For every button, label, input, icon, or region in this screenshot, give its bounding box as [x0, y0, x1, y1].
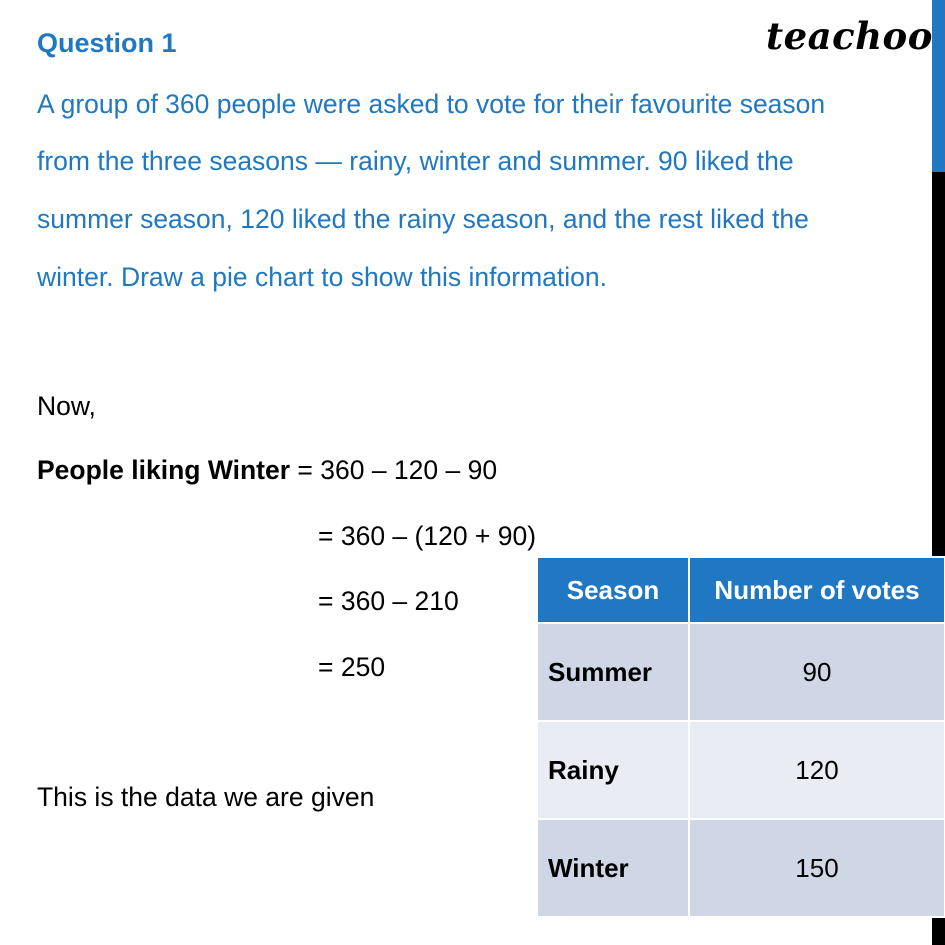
winter-equation-line — [37, 454, 497, 486]
question-line-4: winter. Draw a pie chart to show this information. — [37, 262, 607, 292]
question-line-3: summer season, 120 liked the rainy season, and the rest liked the — [37, 204, 809, 234]
question-line-1: A group of 360 people were asked to vote for their favourite season — [37, 89, 826, 119]
season-cell: Rainy — [537, 721, 689, 819]
table-row — [537, 623, 945, 721]
equation-step-4: = 250 — [318, 652, 386, 682]
now-text: Now, — [37, 391, 96, 421]
votes-cell: 150 — [689, 819, 945, 917]
header-votes: Number of votes — [689, 557, 945, 623]
votes-table — [536, 556, 945, 918]
scrollbar-thumb[interactable] — [932, 0, 945, 172]
question-line-2: from the three seasons — rainy, winter and summer. 90 liked the — [37, 146, 794, 176]
header-season: Season — [537, 557, 689, 623]
table-header-row — [537, 557, 945, 623]
table-row — [537, 819, 945, 917]
season-cell: Winter — [537, 819, 689, 917]
equation-step-2: = 360 – (120 + 90) — [318, 521, 537, 551]
votes-cell: 120 — [689, 721, 945, 819]
equation-step-3: = 360 – 210 — [318, 586, 459, 616]
teachoo-logo: teachoo — [766, 14, 933, 58]
winter-label: People liking Winter — [37, 455, 291, 485]
equation-step-1: = 360 – 120 – 90 — [297, 455, 498, 485]
votes-cell: 90 — [689, 623, 945, 721]
question-title: Question 1 — [37, 28, 177, 58]
given-data-text: This is the data we are given — [37, 782, 375, 812]
season-cell: Summer — [537, 623, 689, 721]
table-row — [537, 721, 945, 819]
